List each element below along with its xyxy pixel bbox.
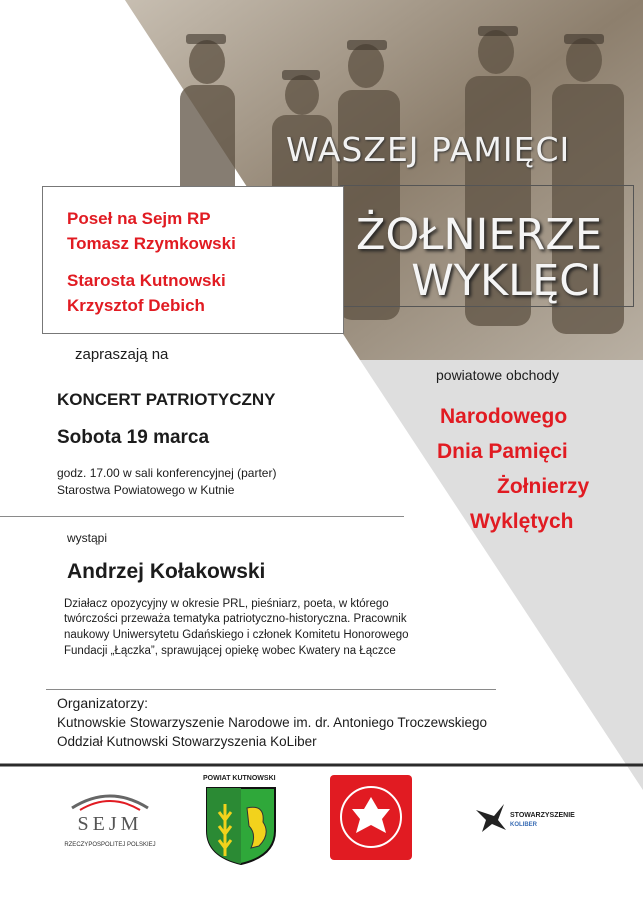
banner-title: [342, 212, 602, 304]
sejm-logo-caption: RZECZYPOSPOLITEJ POLSKIEJ: [64, 842, 156, 848]
occasion-intro: powiatowe obchody: [436, 367, 559, 383]
organizer-2: Oddział Kutnowski Stowarzyszenia KoLiber: [57, 734, 317, 749]
organizers-heading: Organizatorzy:: [57, 695, 149, 711]
event-details-2: Starostwa Powiatowego w Kutnie: [57, 483, 235, 497]
divider-1: [0, 516, 404, 517]
koliber-line2: KOLIBER: [510, 822, 537, 828]
host-name-2: Krzysztof Debich: [67, 296, 205, 315]
host-title-2: Starosta Kutnowski: [67, 271, 226, 290]
performer-intro: wystąpi: [67, 531, 108, 545]
narodowe-association-logo: [330, 775, 412, 860]
event-name: KONCERT PATRIOTYCZNY: [57, 390, 276, 409]
occasion-line4: Wyklętych: [470, 510, 574, 533]
host-name-1: Tomasz Rzymkowski: [67, 234, 236, 253]
invite-text: zapraszają na: [75, 346, 169, 363]
occasion-line1: Narodowego: [440, 405, 568, 428]
event-date: Sobota 19 marca: [57, 427, 210, 448]
koliber-line1: STOWARZYSZENIE: [510, 812, 575, 819]
banner-title-line2: WYKLĘCI: [411, 256, 602, 306]
banner-title-line1: ŻOŁNIERZE: [356, 210, 602, 260]
occasion-line3: Żołnierzy: [497, 475, 590, 498]
host-title-1: Poseł na Sejm RP: [67, 209, 211, 228]
powiat-caption: POWIAT KUTNOWSKI: [203, 775, 276, 782]
powiat-coat-of-arms: [205, 786, 277, 866]
divider-2: [46, 689, 496, 690]
performer-bio-4: Fundacji „Łączka”, sprawującej opiekę wobec Kwatery na Łączce: [64, 645, 396, 657]
sejm-logo-text: SEJM: [77, 813, 143, 835]
occasion-line2: Dnia Pamięci: [437, 440, 568, 463]
organizer-1: Kutnowskie Stowarzyszenie Narodowe im. dr. Antoniego Troczewskiego: [57, 715, 487, 730]
hosts-box: [42, 186, 344, 334]
performer-bio-1: Działacz opozycyjny w okresie PRL, pieśniarz, poeta, w którego: [64, 598, 389, 610]
performer-bio-3: naukowy Uniwersytetu Gdańskiego i członek Komitetu Honorowego: [64, 629, 409, 641]
event-details-1: godz. 17.00 w sali konferencyjnej (parter): [57, 466, 277, 480]
performer-bio-2: twórczości przeważa tematyka patriotyczno-historyczna. Pracownik: [64, 613, 407, 625]
koliber-bird-icon: [474, 800, 508, 834]
banner-subtitle: WASZEJ PAMIĘCI: [286, 130, 571, 169]
performer-name: Andrzej Kołakowski: [67, 560, 266, 583]
sejm-logo: [60, 784, 160, 854]
